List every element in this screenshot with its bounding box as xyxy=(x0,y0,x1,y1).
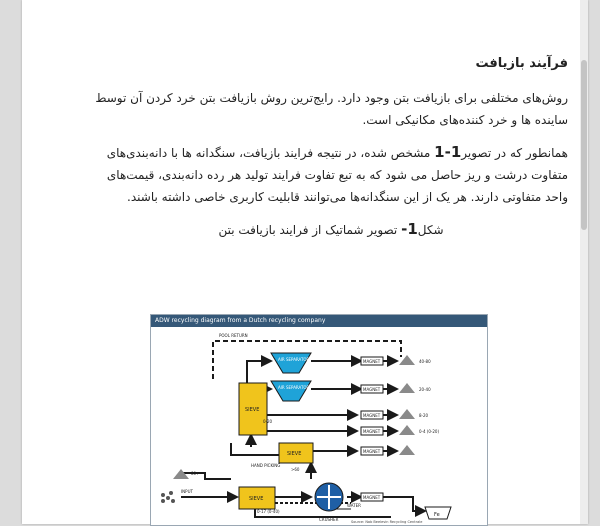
magnet-label: MAGNET xyxy=(363,359,381,364)
document-content xyxy=(94,56,568,238)
magnet-label: MAGNET xyxy=(363,387,381,392)
size-label: 80+ xyxy=(191,471,200,476)
hand-picking-label: HAND PICKING xyxy=(251,463,281,468)
air-separator-1 xyxy=(271,353,311,373)
caption-number: 1- xyxy=(401,220,418,238)
caption-label: شکل xyxy=(417,223,444,237)
paragraph-process xyxy=(94,141,568,208)
size-label: 0-17 (0-40) xyxy=(257,509,280,514)
size-label: 40-80 xyxy=(419,359,431,364)
magnet-label: MAGNET xyxy=(363,449,381,454)
paragraph-process-part2: مشخص شده، در نتیجه فرایند بازیافت، سنگدانه ها با دانه‌بندی‌های متفاوت درشت و ریز حاصل می شود که به تبع تفاوت فرایند تولید هر رده دانه‌بندی، قیمت‌های واحد متفاوتی دارند. هر یک از این سنگدانه‌ها می‌توانند قابلیت کاربری خاصی داشته باشند. xyxy=(106,146,568,204)
scrollbar[interactable] xyxy=(580,0,588,524)
air-separator-1-label: AIR SEPARATOR xyxy=(278,357,310,362)
size-label: >60 xyxy=(291,467,300,472)
size-label: 0-4 (0-20) xyxy=(419,429,440,434)
pile-icon xyxy=(399,425,415,435)
air-separator-2-label: AIR SEPARATOR xyxy=(278,385,310,390)
water-label: WATER xyxy=(347,503,361,508)
pile-icon xyxy=(399,383,415,393)
pile-icon xyxy=(399,445,415,455)
air-separator-2 xyxy=(271,381,311,401)
diagram-title: ADW recycling diagram from a Dutch recycling company xyxy=(151,315,487,327)
paragraph-process-part1: همانطور که در تصویر xyxy=(461,146,568,160)
size-label: 0-20 xyxy=(263,419,273,424)
input-label: INPUT xyxy=(181,489,193,494)
paragraph-methods: روش‌های مختلفی برای بازیافت بتن وجود دارد. رایج‌ترین روش بازیافت بتن خرد کردن آن توسط ساینده ها و خرد کننده‌های مکانیکی است. xyxy=(95,91,568,127)
diagram-svg xyxy=(151,327,487,525)
flow-line xyxy=(231,443,285,455)
size-label: 20-40 xyxy=(419,387,431,392)
flow-line xyxy=(247,361,271,385)
magnet-label: MAGNET xyxy=(363,429,381,434)
magnet-label: MAGNET xyxy=(363,413,381,418)
crusher-label: CRUSHER xyxy=(319,517,339,522)
scrollbar-thumb[interactable] xyxy=(581,60,587,230)
pile-icon xyxy=(399,409,415,419)
magnet-label: MAGNET xyxy=(363,495,381,500)
source-label: Source: Nab Beelevin Recycling Centrale xyxy=(351,520,423,524)
figure-reference[interactable]: 1-1 xyxy=(434,143,462,161)
fe-label: Fe xyxy=(434,512,440,518)
sieve-1-label: SIEVE xyxy=(245,407,260,413)
size-label: 8-20 xyxy=(419,413,429,418)
section-heading: فرآیند بازیافت xyxy=(475,56,568,71)
document-page xyxy=(22,0,588,524)
recycling-diagram xyxy=(150,314,488,526)
sieve-2-label: SIEVE xyxy=(287,451,302,457)
pool-return-label: POOL RETURN xyxy=(219,333,248,338)
input-material-icon xyxy=(161,491,175,503)
sieve-3-label: SIEVE xyxy=(249,496,264,502)
figure-caption xyxy=(94,220,568,238)
caption-text: تصویر شماتیک از فرایند بازیافت بتن xyxy=(218,223,398,237)
flow-line xyxy=(383,497,425,511)
